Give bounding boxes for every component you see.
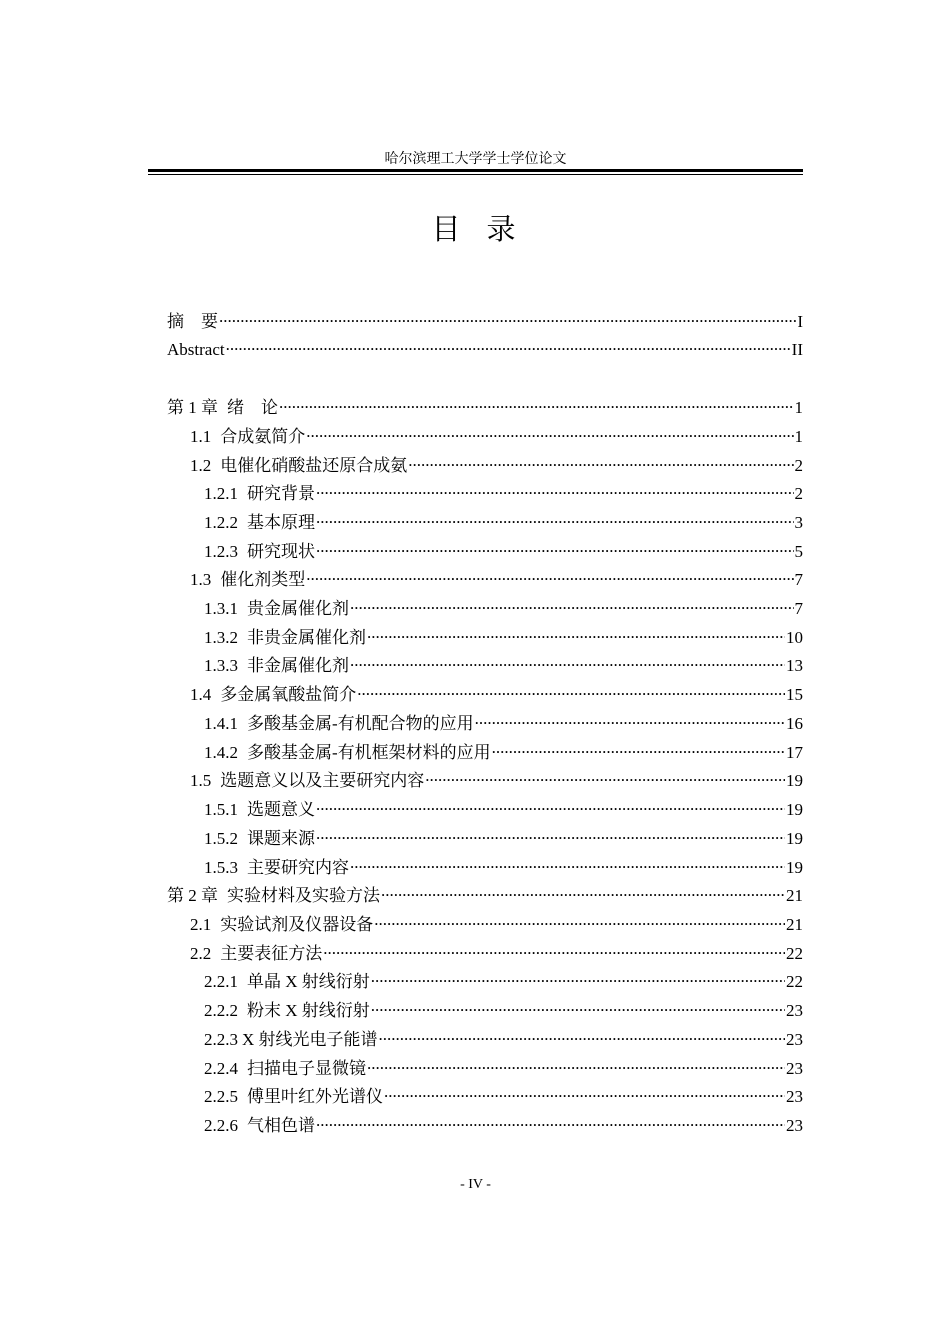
toc-leader-dots — [367, 1050, 785, 1074]
toc-entry-page-number: 16 — [786, 714, 803, 733]
toc-entry-text: 贵金属催化剂 — [247, 599, 349, 618]
toc-entry-page-number: 7 — [794, 599, 803, 618]
toc-entry[interactable] — [204, 475, 803, 503]
toc-entry-page-number: 23 — [786, 1001, 803, 1020]
toc-entry-number: 1.3.2 — [204, 628, 238, 647]
toc-entry-number: 1.5.2 — [204, 829, 238, 848]
toc-leader-dots — [306, 561, 793, 585]
toc-entry-label — [204, 654, 349, 678]
toc-entry-page-number: I — [797, 312, 803, 331]
toc-entry[interactable] — [190, 935, 803, 963]
toc-entry[interactable] — [204, 705, 803, 733]
toc-entry-number: 1.4.2 — [204, 743, 238, 762]
toc-entry-page-number: 22 — [786, 972, 803, 991]
toc-entry-number: 2.2.1 — [204, 972, 238, 991]
toc-leader-dots — [350, 849, 785, 873]
toc-entry-text: 合成氨简介 — [220, 427, 306, 446]
toc-entry-text: 多酸基金属-有机框架材料的应用 — [247, 743, 491, 762]
toc-entry-number: 第 1 章 — [167, 398, 218, 417]
toc-entry-label — [204, 712, 474, 736]
toc-leader-dots — [371, 992, 785, 1016]
table-of-contents — [167, 0, 803, 1344]
toc-entry[interactable] — [204, 734, 803, 762]
toc-entry[interactable] — [204, 1021, 803, 1049]
toc-entry-text: 多酸基金属-有机配合物的应用 — [247, 714, 474, 733]
toc-leader-dots — [492, 734, 785, 758]
toc-leader-dots — [323, 935, 785, 959]
toc-entry[interactable] — [204, 1078, 803, 1106]
toc-entry-label — [190, 683, 356, 707]
toc-entry[interactable] — [204, 619, 803, 647]
toc-entry-text: 非金属催化剂 — [247, 656, 349, 675]
toc-entry-number: 2.2.6 — [204, 1116, 238, 1135]
toc-entry-label — [204, 597, 349, 621]
toc-entry[interactable] — [204, 1050, 803, 1078]
toc-leader-dots — [306, 418, 793, 442]
toc-entry[interactable] — [204, 533, 803, 561]
toc-leader-dots — [350, 647, 785, 671]
toc-entry[interactable] — [190, 906, 803, 934]
toc-entry-text: 绪 论 — [227, 398, 278, 417]
toc-entry[interactable] — [204, 504, 803, 532]
toc-leader-dots — [316, 533, 794, 557]
toc-leader-dots — [425, 762, 785, 786]
toc-title-char-2: 录 — [486, 214, 520, 246]
toc-entry-label — [204, 1114, 315, 1138]
toc-entry-text: 电催化硝酸盐还原合成氨 — [220, 456, 408, 475]
toc-leader-dots — [316, 820, 785, 844]
toc-entry-label — [190, 913, 373, 937]
toc-entry-label — [204, 1028, 378, 1052]
toc-entry-page-number: 22 — [786, 944, 803, 963]
toc-entry-page-number: 23 — [786, 1030, 803, 1049]
toc-entry-number: 1.4.1 — [204, 714, 238, 733]
toc-entry[interactable] — [167, 303, 803, 331]
toc-entry-text: 课题来源 — [247, 829, 315, 848]
toc-entry-text: Abstract — [167, 340, 225, 359]
toc-entry-number: 第 2 章 — [167, 886, 218, 905]
toc-entry-page-number: 17 — [786, 743, 803, 762]
toc-entry-page-number: 21 — [786, 886, 803, 905]
toc-entry-number: 2.2.2 — [204, 1001, 238, 1020]
toc-entry[interactable] — [190, 447, 803, 475]
toc-entry-label — [190, 769, 424, 793]
toc-entry-label — [204, 482, 315, 506]
toc-entry-text: 扫描电子显微镜 — [247, 1059, 366, 1078]
toc-entry-label — [190, 568, 305, 592]
toc-entry-number: 1.2.2 — [204, 513, 238, 532]
toc-entry[interactable] — [190, 762, 803, 790]
toc-entry-number: 1.3.1 — [204, 599, 238, 618]
toc-entry-page-number: 1 — [794, 427, 803, 446]
toc-entry-number: 1.2.1 — [204, 484, 238, 503]
toc-leader-dots — [384, 1078, 785, 1102]
toc-entry-page-number: 7 — [794, 570, 803, 589]
toc-leader-dots — [371, 963, 785, 987]
toc-entry-number: 1.3 — [190, 570, 212, 589]
toc-entry-label — [204, 1085, 383, 1109]
toc-entry-number: 1.2.3 — [204, 542, 238, 561]
toc-entry-number: 1.2 — [190, 456, 212, 475]
toc-leader-dots — [350, 590, 794, 614]
toc-entry[interactable] — [204, 590, 803, 618]
toc-entry[interactable] — [190, 676, 803, 704]
toc-entry-text: X 射线光电子能谱 — [242, 1030, 378, 1049]
toc-entry[interactable] — [204, 1107, 803, 1135]
toc-leader-dots — [367, 619, 785, 643]
toc-entry-page-number: 10 — [786, 628, 803, 647]
toc-entry-text: 非贵金属催化剂 — [247, 628, 366, 647]
toc-entry-label — [167, 884, 380, 908]
toc-entry-number: 2.2.5 — [204, 1087, 238, 1106]
toc-entry-label — [204, 827, 315, 851]
toc-entry-number: 1.5.3 — [204, 858, 238, 877]
toc-entry-label — [167, 396, 278, 420]
toc-entry-number: 2.2 — [190, 944, 212, 963]
toc-entry-label — [204, 999, 370, 1023]
toc-entry-text: 选题意义 — [247, 800, 315, 819]
toc-entry[interactable] — [204, 992, 803, 1020]
toc-leader-dots — [226, 331, 791, 355]
toc-entry[interactable] — [204, 963, 803, 991]
toc-leader-dots — [219, 303, 796, 327]
toc-leader-dots — [408, 447, 793, 471]
toc-entry-text: 基本原理 — [247, 513, 315, 532]
toc-entry-number: 2.2.4 — [204, 1059, 238, 1078]
toc-entry-text: 粉末 X 射线衍射 — [247, 1001, 370, 1020]
toc-entry-label — [204, 798, 315, 822]
toc-entry-text: 催化剂类型 — [220, 570, 306, 589]
toc-entry-text: 研究现状 — [247, 542, 315, 561]
toc-entry-page-number: 19 — [786, 800, 803, 819]
toc-entry-text: 摘 要 — [167, 312, 218, 331]
toc-entry[interactable] — [167, 877, 803, 905]
toc-entry-page-number: 2 — [794, 456, 803, 475]
toc-entry-label — [167, 338, 225, 362]
toc-leader-dots — [316, 475, 794, 499]
toc-entry-text: 实验材料及实验方法 — [227, 886, 380, 905]
toc-leader-dots — [357, 676, 785, 700]
toc-leader-dots — [379, 1021, 785, 1045]
toc-entry-text: 多金属氧酸盐简介 — [220, 685, 357, 704]
toc-entry[interactable] — [167, 331, 803, 359]
toc-leader-dots — [381, 877, 785, 901]
page-number-footer: - IV - — [460, 1177, 491, 1192]
toc-entry[interactable] — [204, 647, 803, 675]
toc-entry-page-number: 23 — [786, 1059, 803, 1078]
toc-entry-text: 主要表征方法 — [220, 944, 323, 963]
toc-leader-dots — [316, 1107, 785, 1131]
toc-entry-page-number: 15 — [786, 685, 803, 704]
toc-entry-text: 研究背景 — [247, 484, 315, 503]
toc-leader-dots — [279, 389, 794, 413]
toc-leader-dots — [316, 504, 794, 528]
running-header-title: 哈尔滨理工大学学士学位论文 — [384, 152, 567, 167]
toc-entry-text: 单晶 X 射线衍射 — [247, 972, 370, 991]
toc-entry-number: 1.5 — [190, 771, 212, 790]
toc-entry-page-number: 3 — [794, 513, 803, 532]
toc-title-char-1: 目 — [431, 214, 465, 246]
toc-entry-number: 1.3.3 — [204, 656, 238, 675]
toc-entry-text: 气相色谱 — [247, 1116, 315, 1135]
toc-leader-dots — [475, 705, 785, 729]
toc-entry-number: 1.1 — [190, 427, 212, 446]
toc-entry-page-number: II — [791, 340, 803, 359]
toc-entry-number: 1.4 — [190, 685, 212, 704]
toc-entry[interactable] — [204, 791, 803, 819]
toc-entry-page-number: 5 — [794, 542, 803, 561]
toc-entry[interactable] — [190, 418, 803, 446]
toc-entry-page-number: 23 — [786, 1116, 803, 1135]
toc-entry-page-number: 21 — [786, 915, 803, 934]
toc-entry-page-number: 1 — [794, 398, 803, 417]
toc-entry-label — [204, 970, 370, 994]
toc-entry-page-number: 19 — [786, 771, 803, 790]
toc-entry-page-number: 19 — [786, 829, 803, 848]
toc-entry-label — [204, 511, 315, 535]
toc-entry[interactable] — [190, 561, 803, 589]
toc-entry-number: 1.5.1 — [204, 800, 238, 819]
toc-entry[interactable] — [167, 389, 803, 417]
toc-entry-text: 傅里叶红外光谱仪 — [247, 1087, 383, 1106]
toc-entry-page-number: 23 — [786, 1087, 803, 1106]
toc-leader-dots — [374, 906, 785, 930]
toc-entry[interactable] — [204, 849, 803, 877]
toc-entry-number: 2.2.3 — [204, 1030, 238, 1049]
toc-entry[interactable] — [204, 820, 803, 848]
toc-leader-dots — [316, 791, 785, 815]
toc-entry-label — [190, 425, 305, 449]
toc-entry-text: 选题意义以及主要研究内容 — [220, 771, 425, 790]
toc-entry-number: 2.1 — [190, 915, 212, 934]
toc-entry-page-number: 19 — [786, 858, 803, 877]
toc-entry-page-number: 2 — [794, 484, 803, 503]
toc-entry-text: 主要研究内容 — [247, 858, 349, 877]
toc-entry-page-number: 13 — [786, 656, 803, 675]
toc-entry-text: 实验试剂及仪器设备 — [220, 915, 374, 934]
